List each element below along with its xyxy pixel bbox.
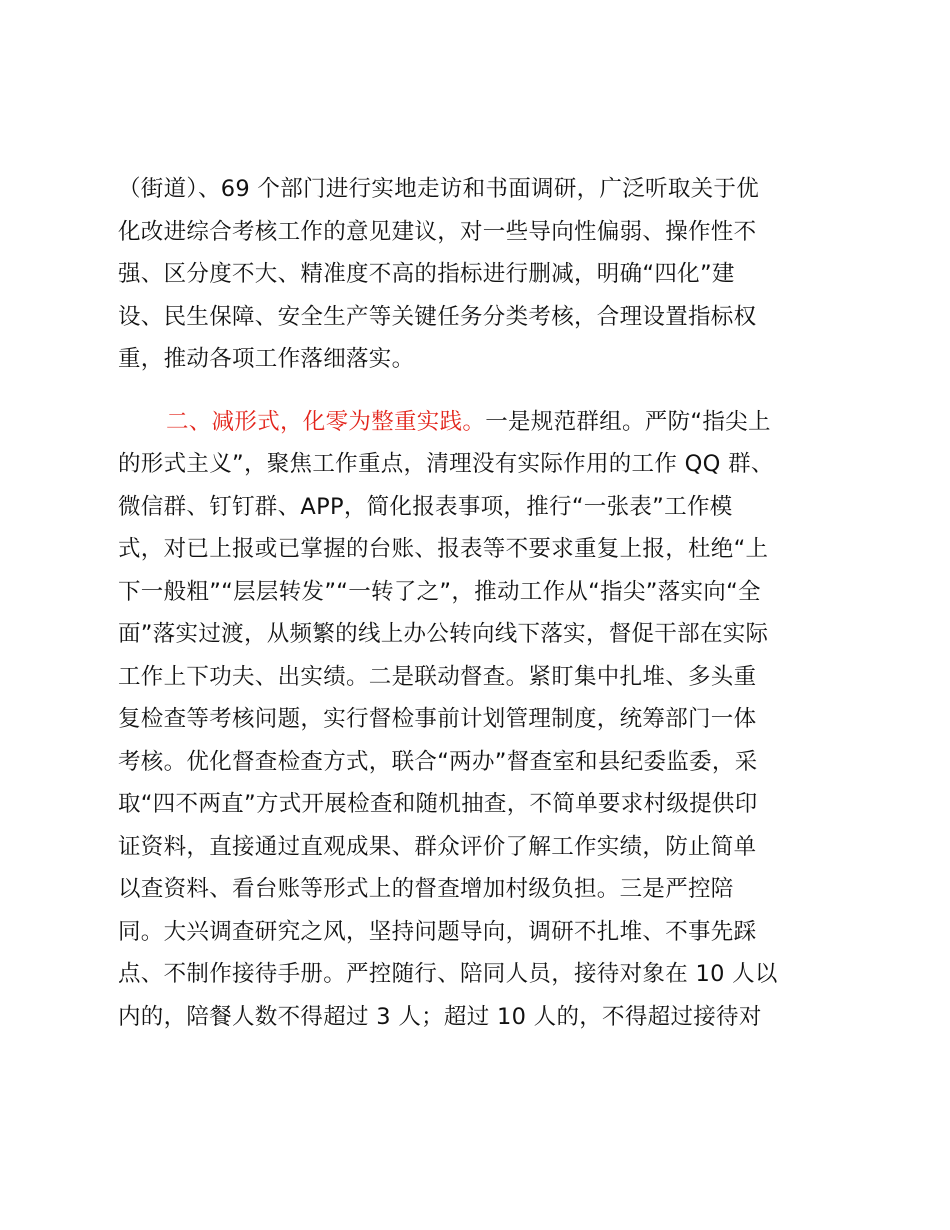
paragraph-2 <box>118 401 838 1039</box>
text-line: 工作上下功夫、出实绩。二是联动督查。紧盯集中扎堆、多头重 <box>118 663 757 690</box>
text-line: 重，推动各项工作落细落实。 <box>118 346 415 372</box>
text-line: 的形式主义”，聚焦工作重点，清理没有实际作用的工作 QQ 群、 <box>118 451 774 477</box>
text-line: 点、不制作接待手册。严控随行、陪同人员，接待对象在 10 人以 <box>118 961 778 987</box>
text-line: 证资料，直接通过直观成果、群众评价了解工作实绩，防止简单 <box>118 833 757 860</box>
text-line: （街道）、69 个部门进行实地走访和书面调研，广泛听取关于优 <box>118 176 760 202</box>
text-line: 设、民生保障、安全生产等关键任务分类考核，合理设置指标权 <box>118 303 757 330</box>
text-line: 取“四不两直”方式开展检查和随机抽查，不简单要求村级提供印 <box>118 791 758 817</box>
text-line: 面”落实过渡，从频繁的线上办公转向线下落实，督促干部在实际 <box>118 621 769 647</box>
text-line: 式，对已上报或已掌握的台账、报表等不要求重复上报，杜绝“上 <box>118 536 769 562</box>
document-body <box>118 168 838 1038</box>
text-line: 复检查等考核问题，实行督检事前计划管理制度，统筹部门一体 <box>118 706 757 732</box>
text-line: 微信群、钉钉群、APP，简化报表事项，推行“一张表”工作模 <box>118 493 733 520</box>
text-line: 同。大兴调查研究之风，坚持问题导向，调研不扎堆、不事先踩 <box>118 918 757 945</box>
text-line-first <box>118 401 838 444</box>
text-line: 下一般粗”“层层转发”“一转了之”，推动工作从“指尖”落实向“全 <box>118 578 761 605</box>
section-heading: 二、减形式，化零为整重实践。 <box>166 408 486 435</box>
paragraph-1 <box>118 168 838 381</box>
text-line: 内的，陪餐人数不得超过 3 人；超过 10 人的，不得超过接待对 <box>118 1003 762 1030</box>
text-line: 化改进综合考核工作的意见建议，对一些导向性偏弱、操作性不 <box>118 218 757 245</box>
text-line: 以查资料、看台账等形式上的督查增加村级负担。三是严控陪 <box>118 876 734 902</box>
text-line: 考核。优化督查检查方式，联合“两办”督查室和县纪委监委，采 <box>118 748 758 775</box>
text-line-rest: 一是规范群组。严防“指尖上 <box>485 408 771 435</box>
text-line: 强、区分度不大、精准度不高的指标进行删减，明确“四化”建 <box>118 261 735 287</box>
paragraph-spacer <box>118 381 838 401</box>
